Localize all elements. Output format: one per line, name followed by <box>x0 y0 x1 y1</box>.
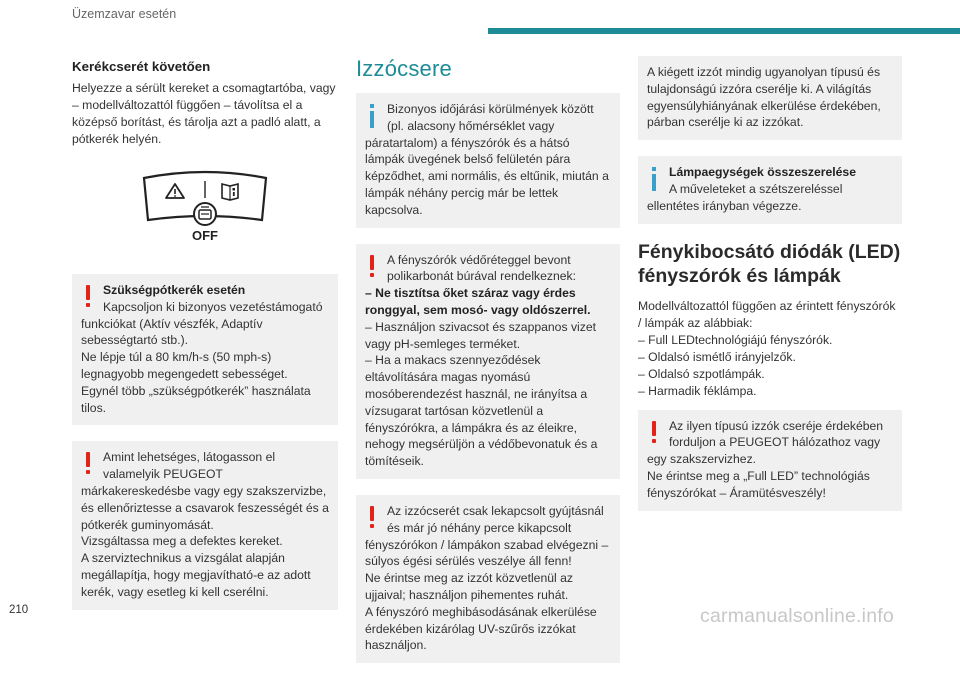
warning-text-line: Amint lehetséges, látogasson el valamelyik PEUGEOT márkakereskedésbe vagy egy szakszervizbe, és ellenőriztesse a csavarok feszességét és a pótkerék guminyomását. <box>81 450 329 532</box>
warning-box-emergency-spare <box>72 274 338 425</box>
info-icon <box>647 164 663 192</box>
warning-title: Szükségpótkerék esetén <box>103 283 246 297</box>
warning-text-line: Ne érintse meg a „Full LED” technológiás fényszórókat – Áramütésveszély! <box>647 468 870 500</box>
warning-text-line: A szerviztechnikus a vizsgálat alapján megállapítja, hogy megjavítható-e az adott kerék, vagy esetleg ki kell cserélni. <box>81 551 311 599</box>
dashboard-buttons-illustration <box>72 164 338 254</box>
section-heading-after-wheel-change: Kerékcserét követően <box>72 59 211 74</box>
info-icon <box>365 101 381 129</box>
warning-box-bulb-replacement <box>356 495 620 663</box>
info-text: Bizonyos időjárási körülmények között (pl. alacsony hőmérséklet vagy páratartalom) a fényszórók és a hátsó lámpák üvegének belső felületén pára képződhet, ami normális, és eltűnik, miután a lámpák néhány percig már be lettek kapcsolva. <box>365 102 609 217</box>
paragraph-after-wheel-change: Helyezze a sérült kereket a csomagtartóba, vagy – modellváltozattól függően – távolítsa el a középső borítást, és tárolja azt a padló alatt, a pótkerék helyén. <box>72 81 336 146</box>
warning-list-item: – Ha a makacs szennyeződések eltávolítására magas nyomású mosóberendezést használ, ne irányítsa a vízsugarat tartósan közvetlenül a fényszórókra, a lámpákra és az éleikre, nehogy megsérüljön a védőbevonatuk és a tömítéseik. <box>365 353 598 469</box>
warning-text-line: A fényszóró meghibásodásának elkerülése érdekében kizárólag UV-szűrős izzókat használjon. <box>365 604 597 653</box>
list-item: – Full LEDtechnológiájú fényszórók. <box>638 332 833 347</box>
list-item: – Oldalsó szpotlámpák. <box>638 366 765 381</box>
warning-box-full-led <box>638 410 902 511</box>
warning-text-line: Egynél több „szükségpótkerék” használata tilos. <box>81 383 311 415</box>
warning-exclamation-icon <box>365 252 381 280</box>
column-left <box>72 56 338 626</box>
warning-text-line: Kapcsoljon ki bizonyos vezetéstámogató funkciókat (Aktív vészfék, Adaptív sebességtartó stb.). <box>81 299 323 348</box>
running-header: Üzemzavar esetén <box>72 7 177 21</box>
list-item: – Oldalsó ismétlő irányjelzők. <box>638 349 796 364</box>
warning-text-line: Vizsgáltassa meg a defektes kereket. <box>81 534 283 549</box>
warning-text-line: Ne lépje túl a 80 km/h-s (50 mph-s) legnagyobb megengedett sebességet. <box>81 350 288 381</box>
note-box-same-type-bulb <box>638 56 902 140</box>
warning-intro: A fényszórók védőréteggel bevont polikarbonát búrával rendelkeznek: <box>387 252 577 284</box>
note-text: A kiégett izzót mindig ugyanolyan típusú és tulajdonságú izzóra cserélje ki. A világítás egyensúlyhiányának elkerülése érdekében, párban cserélje ki az izzókat. <box>647 65 881 130</box>
warning-triangle-icon <box>166 184 184 198</box>
warning-bold-item: – Ne tisztítsa őket száraz vagy érdes ronggyal, sem mosó- vagy oldószerrel. <box>365 286 591 317</box>
warning-exclamation-icon <box>81 282 97 310</box>
column-middle <box>356 56 620 679</box>
book-info-icon <box>222 184 238 200</box>
warning-exclamation-icon <box>81 449 97 477</box>
warning-box-polycarbonate <box>356 244 620 479</box>
section-title-bulb-change: Izzócsere <box>356 56 452 81</box>
warning-text-line: Az izzócserét csak lekapcsolt gyújtásnál és már jó néhány perce kikapcsolt fényszórókon / lámpákon szabad elvégezni – súlyos égési sérülés veszélye áll fenn! <box>365 503 609 569</box>
warning-box-visit-dealer <box>72 441 338 609</box>
page-number: 210 <box>9 604 29 616</box>
warning-panel-figure <box>72 164 338 254</box>
section-title-led: Fénykibocsátó diódák (LED) fényszórók és lámpák <box>638 240 901 287</box>
watermark-text: carmanualsonline.info <box>700 605 894 627</box>
warning-exclamation-icon <box>647 418 663 446</box>
info-title: Lámpaegységek összeszerelése <box>669 165 856 180</box>
warning-list-item: – Használjon szivacsot és szappanos vizet vagy pH-semleges terméket. <box>365 319 597 351</box>
paragraph-led-intro: Modellváltozattól függően az érintett fényszórók / lámpák az alábbiak: <box>638 298 896 330</box>
warning-exclamation-icon <box>365 503 381 531</box>
header-accent-bar <box>488 28 960 34</box>
list-item: – Harmadik féklámpa. <box>638 383 757 398</box>
off-label: OFF <box>192 228 218 243</box>
driver-assist-off-icon <box>194 203 216 225</box>
warning-text-line: Az ilyen típusú izzók cseréje érdekében forduljon a PEUGEOT hálózathoz vagy egy szakszervizhez. <box>647 418 884 467</box>
warning-text-line: Ne érintse meg az izzót közvetlenül az ujjaival; használjon pihementes ruhát. <box>365 571 573 602</box>
info-text: A műveleteket a szétszereléssel ellentétes irányban végezze. <box>647 181 843 213</box>
info-box-lamp-assembly <box>638 156 902 223</box>
column-right <box>638 56 902 527</box>
info-box-condensation <box>356 93 620 228</box>
